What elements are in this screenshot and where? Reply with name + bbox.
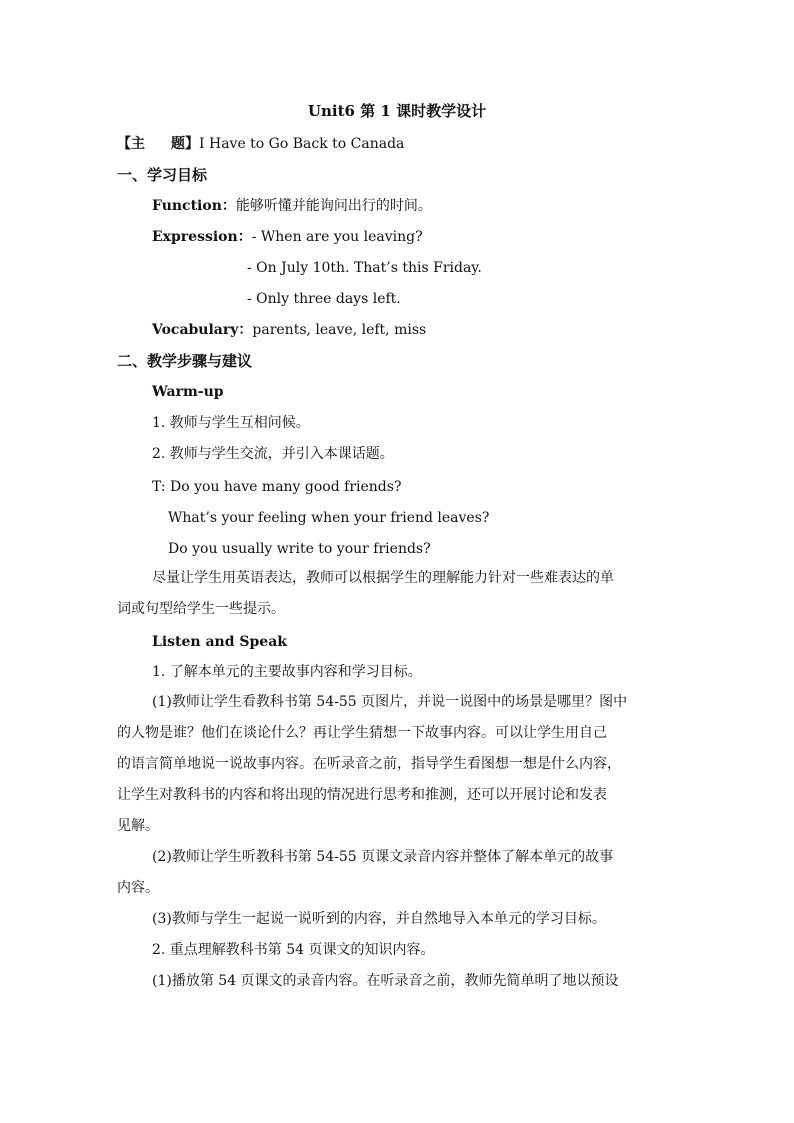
function-text: 能够听懂并能询问出行的时间。 [235,198,432,214]
section1-heading: 一、学习目标 [117,166,208,184]
listen-item: 2. 重点理解教科书第 54 页课文的知识内容。 [152,942,435,958]
section2-heading: 二、教学步骤与建议 [117,352,253,370]
expression-item: - Only three days left. [247,291,401,307]
vocabulary-line [152,320,426,340]
warmup-item: 2. 教师与学生交流，并引入本课话题。 [152,446,394,462]
expression-line [152,227,423,247]
listen-speak-heading: Listen and Speak [152,634,287,650]
vocabulary-label: Vocabulary： [152,322,253,338]
warmup-heading: Warm-up [152,384,224,400]
expression-item: - When are you leaving? [251,229,423,245]
function-label: Function： [152,198,236,214]
paragraph-line: (2)教师让学生听教科书第 54-55 页课文录音内容并整体了解本单元的故事 [152,849,614,865]
dialogue-line: Do you usually write to your friends? [168,541,431,557]
warmup-note-line: 词或句型给学生一些提示。 [117,601,285,617]
paragraph-line: 让学生对教科书的内容和将出现的情况进行思考和推测，还可以开展讨论和发表 [117,787,607,803]
topic-label-end: 题】 [171,136,199,152]
topic-line [117,134,404,154]
dialogue-line: What’s your feeling when your friend leaves? [168,510,490,526]
document-title: Unit6 第 1 课时教学设计 [307,102,487,120]
listen-item: 1. 了解本单元的主要故事内容和学习目标。 [152,664,422,680]
paragraph-line: 的语言简单地说一说故事内容。在听录音之前，指导学生看图想一想是什么内容， [117,756,621,772]
expression-item: - On July 10th. That’s this Friday. [247,260,482,276]
warmup-item: 1. 教师与学生互相问候。 [152,415,310,431]
paragraph-line: (1)教师让学生看教科书第 54-55 页图片，并说一说图中的场景是哪里？图中 [152,694,628,710]
function-line [152,196,432,216]
expression-label: Expression： [152,229,252,245]
paragraph-line: 内容。 [117,880,159,896]
warmup-note-line: 尽量让学生用英语表达，教师可以根据学生的理解能力针对一些难表达的单 [152,570,614,586]
paragraph-line: (1)播放第 54 页课文的录音内容。在听录音之前，教师先简单明了地以预设 [152,973,619,989]
dialogue-line: T: Do you have many good friends? [152,479,402,495]
paragraph-line: (3)教师与学生一起说一说听到的内容，并自然地导入本单元的学习目标。 [152,911,606,927]
topic-label-start: 【主 [117,136,145,152]
topic-text: I Have to Go Back to Canada [199,136,405,152]
vocabulary-text: parents, leave, left, miss [252,322,427,338]
paragraph-line: 见解。 [117,818,159,834]
paragraph-line: 的人物是谁？他们在谈论什么？再让学生猜想一下故事内容。可以让学生用自己 [117,725,607,741]
